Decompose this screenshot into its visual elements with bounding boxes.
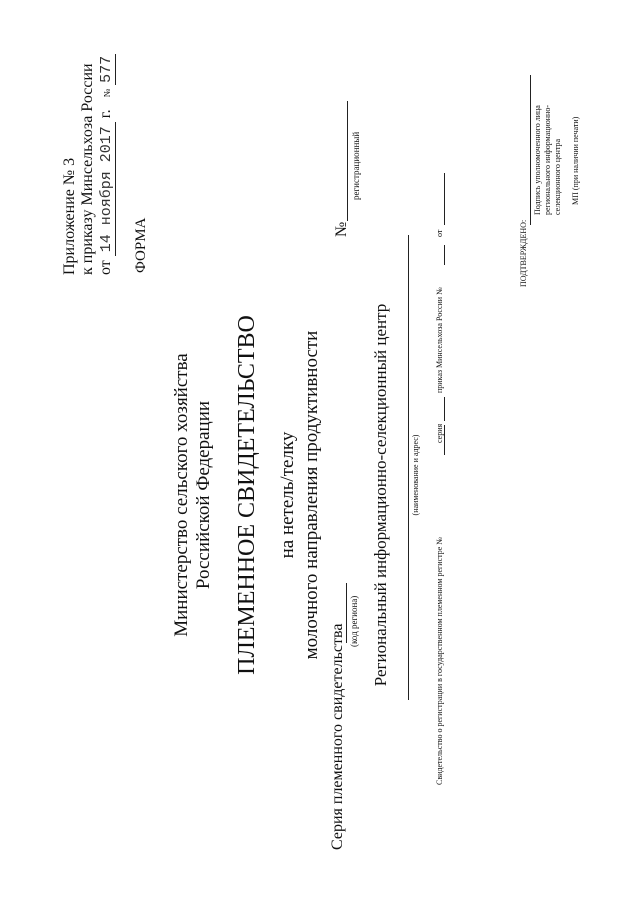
region-code-caption: (код региона) — [349, 595, 359, 647]
name-address-caption: (наименование и адрес) — [411, 434, 420, 516]
signature-caption-line2: регионального информационно- — [543, 105, 552, 215]
signature-caption-line3: селекционного центра — [553, 138, 562, 215]
certificate-subtitle-1: на нетель/телку — [277, 431, 298, 559]
approval-signature-line — [530, 75, 531, 225]
annex-number-prefix: № — [102, 88, 112, 98]
series-label: Серия племенного свидетельства — [329, 623, 346, 850]
order-text: приказ Минсельхоза России № — [435, 287, 444, 393]
approval-label: ПОДТВЕРЖДЕНО: — [519, 219, 528, 287]
registration-number-line — [347, 101, 348, 221]
ministry-name-line2: Российской Федерации — [193, 400, 214, 590]
ministry-name-line1: Министерство сельского хозяйства — [171, 353, 192, 637]
signature-caption-line1: Подпись уполномоченного лица — [533, 105, 542, 215]
registry-series-line — [444, 397, 445, 421]
registration-certificate-text: Свидетельство о регистрации в государственном племенном регистре № — [435, 537, 444, 785]
annex-date-line — [98, 54, 114, 275]
order-date-line — [444, 173, 445, 225]
annex-title: Приложение № 3 — [61, 157, 78, 275]
seal-note: МП (при наличии печати) — [571, 116, 580, 205]
annex-date-value: 14 ноября 2017 — [98, 122, 116, 256]
registration-number-sign: № — [333, 221, 350, 237]
annex-date-suffix: г. — [97, 109, 114, 119]
form-label: ФОРМА — [133, 217, 149, 273]
registry-number-line — [444, 425, 445, 455]
annex-date-prefix: от — [97, 260, 114, 275]
regional-center-name: Региональный информационно-селекционный центр — [371, 303, 390, 687]
center-address-line — [408, 235, 409, 700]
annex-order-line: к приказу Минсельхоза России — [79, 63, 96, 275]
from-word: от — [435, 229, 444, 237]
certificate-subtitle-2: молочного направления продуктивности — [301, 330, 322, 660]
order-number-line — [444, 245, 445, 265]
certificate-title: ПЛЕМЕННОЕ СВИДЕТЕЛЬСТВО — [234, 315, 260, 675]
annex-number-value: 577 — [98, 55, 115, 83]
series-word: серия — [435, 423, 444, 443]
registration-caption: регистрационный — [351, 131, 361, 200]
series-field-line — [346, 583, 347, 643]
